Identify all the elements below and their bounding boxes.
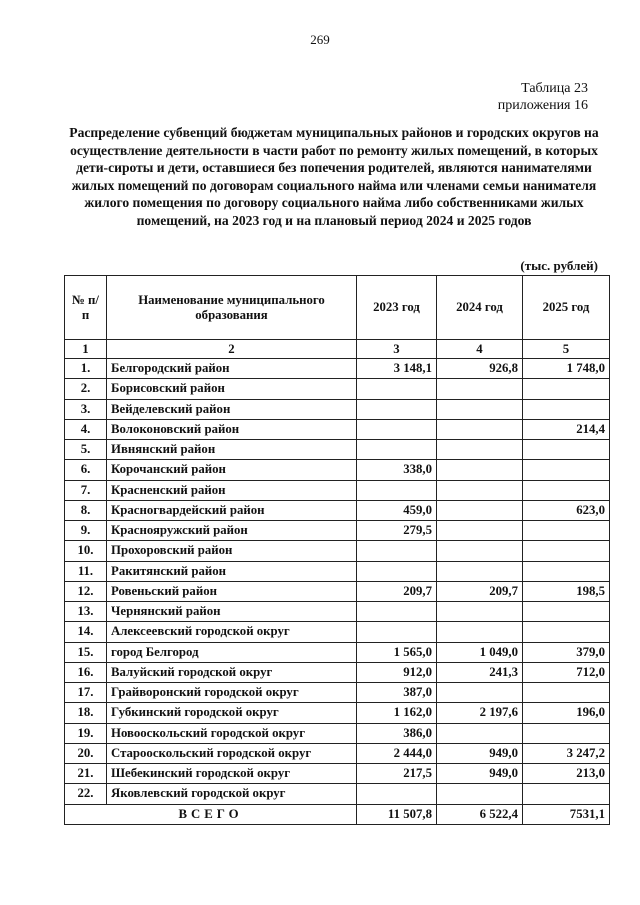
value-2023: [357, 602, 437, 622]
value-2023: [357, 440, 437, 460]
value-2025: 3 247,2: [523, 743, 610, 763]
value-2025: [523, 622, 610, 642]
value-2023: 1 162,0: [357, 703, 437, 723]
value-2025: 198,5: [523, 581, 610, 601]
value-2024: 209,7: [437, 581, 523, 601]
value-2024: [437, 521, 523, 541]
value-2024: [437, 622, 523, 642]
value-2023: 279,5: [357, 521, 437, 541]
table-row: [65, 723, 610, 743]
value-2024: 2 197,6: [437, 703, 523, 723]
municipality-name: Старооскольский городской округ: [107, 743, 357, 763]
value-2023: [357, 622, 437, 642]
table-row: [65, 480, 610, 500]
municipality-name: Валуйский городской округ: [107, 662, 357, 682]
table-reference: [498, 80, 588, 114]
value-2024: [437, 602, 523, 622]
value-2025: [523, 440, 610, 460]
municipality-name: Волоконовский район: [107, 419, 357, 439]
table-row: [65, 541, 610, 561]
municipality-name: Ровеньский район: [107, 581, 357, 601]
row-number: 22.: [65, 784, 107, 804]
value-2024: [437, 561, 523, 581]
value-2025: [523, 602, 610, 622]
value-2023: 459,0: [357, 500, 437, 520]
subvention-table: [64, 275, 610, 825]
header-2025: 2025 год: [523, 276, 610, 340]
total-row: [65, 804, 610, 824]
row-number: 1.: [65, 359, 107, 379]
row-number: 13.: [65, 602, 107, 622]
row-number: 12.: [65, 581, 107, 601]
row-number: 7.: [65, 480, 107, 500]
table-row: [65, 662, 610, 682]
value-2025: [523, 480, 610, 500]
value-2024: [437, 460, 523, 480]
municipality-name: Прохоровский район: [107, 541, 357, 561]
value-2024: 949,0: [437, 764, 523, 784]
value-2024: 241,3: [437, 662, 523, 682]
row-number: 15.: [65, 642, 107, 662]
municipality-name: Красненский район: [107, 480, 357, 500]
value-2025: [523, 784, 610, 804]
row-number: 18.: [65, 703, 107, 723]
value-2023: [357, 480, 437, 500]
total-2023: 11 507,8: [357, 804, 437, 824]
value-2023: [357, 561, 437, 581]
value-2024: [437, 541, 523, 561]
column-number: 4: [437, 340, 523, 359]
value-2025: 1 748,0: [523, 359, 610, 379]
row-number: 21.: [65, 764, 107, 784]
header-num: № п/п: [65, 276, 107, 340]
municipality-name: Ивнянский район: [107, 440, 357, 460]
table-row: [65, 561, 610, 581]
table-row: [65, 521, 610, 541]
value-2025: [523, 521, 610, 541]
table-row: [65, 642, 610, 662]
municipality-name: Новооскольский городской округ: [107, 723, 357, 743]
table-row: [65, 359, 610, 379]
value-2023: 217,5: [357, 764, 437, 784]
table-reference-line1: Таблица 23: [521, 81, 588, 96]
units-label: (тыс. рублей): [520, 258, 598, 273]
municipality-name: Чернянский район: [107, 602, 357, 622]
table-reference-line2: приложения 16: [497, 98, 588, 113]
value-2025: [523, 379, 610, 399]
table-row: [65, 602, 610, 622]
total-2024: 6 522,4: [437, 804, 523, 824]
total-2025: 7531,1: [523, 804, 610, 824]
value-2024: [437, 723, 523, 743]
municipality-name: Краснояружский район: [107, 521, 357, 541]
value-2024: [437, 379, 523, 399]
table-row: [65, 703, 610, 723]
value-2023: [357, 784, 437, 804]
table-row: [65, 764, 610, 784]
value-2023: 387,0: [357, 683, 437, 703]
municipality-name: Яковлевский городской округ: [107, 784, 357, 804]
table-row: [65, 379, 610, 399]
table-row: [65, 399, 610, 419]
row-number: 14.: [65, 622, 107, 642]
value-2023: 3 148,1: [357, 359, 437, 379]
value-2024: [437, 683, 523, 703]
value-2023: 386,0: [357, 723, 437, 743]
municipality-name: Губкинский городской округ: [107, 703, 357, 723]
column-number-row: [65, 340, 610, 359]
value-2024: [437, 440, 523, 460]
row-number: 11.: [65, 561, 107, 581]
row-number: 20.: [65, 743, 107, 763]
value-2023: 912,0: [357, 662, 437, 682]
value-2025: 623,0: [523, 500, 610, 520]
value-2025: 213,0: [523, 764, 610, 784]
municipality-name: Белгородский район: [107, 359, 357, 379]
value-2023: [357, 379, 437, 399]
value-2025: 379,0: [523, 642, 610, 662]
municipality-name: Корочанский район: [107, 460, 357, 480]
table-header-row: [65, 276, 610, 340]
column-number: 1: [65, 340, 107, 359]
table-row: [65, 500, 610, 520]
value-2025: [523, 723, 610, 743]
value-2024: [437, 419, 523, 439]
table-row: [65, 440, 610, 460]
row-number: 10.: [65, 541, 107, 561]
value-2023: [357, 399, 437, 419]
table-row: [65, 622, 610, 642]
value-2023: 1 565,0: [357, 642, 437, 662]
table-row: [65, 683, 610, 703]
municipality-name: Грайворонский городской округ: [107, 683, 357, 703]
value-2025: [523, 541, 610, 561]
value-2025: 214,4: [523, 419, 610, 439]
row-number: 5.: [65, 440, 107, 460]
municipality-name: Красногвардейский район: [107, 500, 357, 520]
row-number: 8.: [65, 500, 107, 520]
value-2024: [437, 784, 523, 804]
row-number: 16.: [65, 662, 107, 682]
value-2024: 926,8: [437, 359, 523, 379]
header-2023: 2023 год: [357, 276, 437, 340]
table-row: [65, 743, 610, 763]
value-2025: [523, 561, 610, 581]
page-number: 269: [310, 32, 330, 47]
value-2023: [357, 419, 437, 439]
header-name: Наименование муниципального образования: [107, 276, 357, 340]
column-number: 3: [357, 340, 437, 359]
row-number: 4.: [65, 419, 107, 439]
column-number: 5: [523, 340, 610, 359]
municipality-name: Вейделевский район: [107, 399, 357, 419]
value-2023: 2 444,0: [357, 743, 437, 763]
value-2024: [437, 480, 523, 500]
value-2023: [357, 541, 437, 561]
municipality-name: Алексеевский городской округ: [107, 622, 357, 642]
value-2025: [523, 399, 610, 419]
municipality-name: город Белгород: [107, 642, 357, 662]
table-row: [65, 784, 610, 804]
value-2023: 209,7: [357, 581, 437, 601]
row-number: 9.: [65, 521, 107, 541]
municipality-name: Борисовский район: [107, 379, 357, 399]
row-number: 19.: [65, 723, 107, 743]
value-2025: 196,0: [523, 703, 610, 723]
table-row: [65, 581, 610, 601]
column-number: 2: [107, 340, 357, 359]
row-number: 3.: [65, 399, 107, 419]
row-number: 17.: [65, 683, 107, 703]
value-2023: 338,0: [357, 460, 437, 480]
value-2024: 949,0: [437, 743, 523, 763]
row-number: 6.: [65, 460, 107, 480]
value-2025: [523, 683, 610, 703]
document-title: Распределение субвенций бюджетам муниципальных районов и городских округов на осуществление деятельности в части работ по ремонту жилых помещений, в которых дети-сироты и дети, оставшиеся без попечения родителей, являются нанимателями жилых помещений по договорам социального найма или членами семьи нанимателя жилого помещения по договору социального найма либо собственниками жилых помещений, на 2023 год и на плановый период 2024 и 2025 годов: [69, 125, 599, 228]
total-label: ВСЕГО: [65, 804, 357, 824]
header-2024: 2024 год: [437, 276, 523, 340]
row-number: 2.: [65, 379, 107, 399]
value-2025: [523, 460, 610, 480]
value-2024: 1 049,0: [437, 642, 523, 662]
value-2024: [437, 399, 523, 419]
table-row: [65, 460, 610, 480]
municipality-name: Ракитянский район: [107, 561, 357, 581]
municipality-name: Шебекинский городской округ: [107, 764, 357, 784]
value-2025: 712,0: [523, 662, 610, 682]
table-row: [65, 419, 610, 439]
value-2024: [437, 500, 523, 520]
